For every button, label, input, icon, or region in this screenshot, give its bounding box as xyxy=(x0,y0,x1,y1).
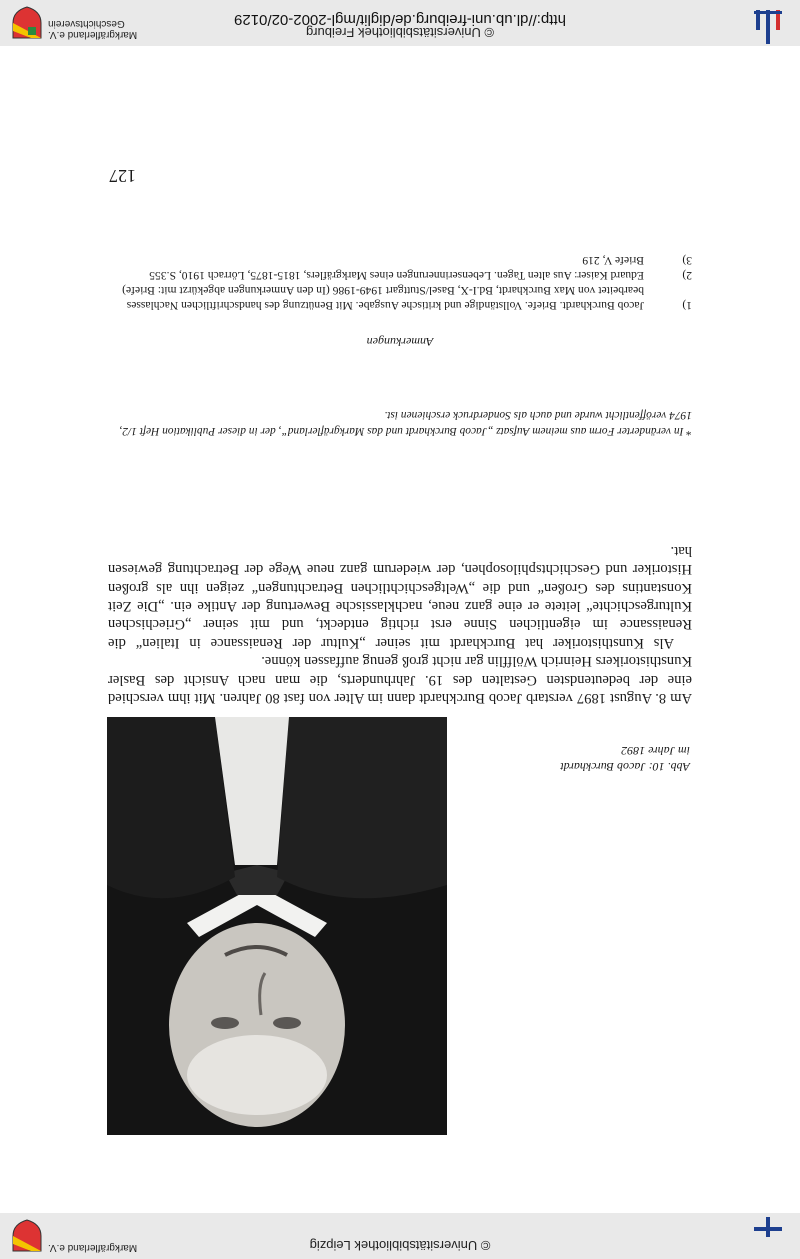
note-item xyxy=(108,283,692,313)
society-line-1: Markgräflerland e.V. xyxy=(48,29,138,40)
note-text: Jacob Burckhardt. Briefe. Vollständige und kritische Ausgabe. Mit Benützung des handschriftlichen Nachlasses bearbeitet von Max Burckhardt, Bd.I-X, Basel/Stuttgart 1949-1986 (In den Anmerkungen abgekürzt mit: Briefe) xyxy=(122,284,644,312)
caption-line-2: im Jahre 1892 xyxy=(621,744,690,758)
footnote xyxy=(108,407,692,439)
note-number: 2) xyxy=(682,269,692,282)
header-url[interactable]: http://dl.ub.uni-freiburg.de/diglit/mgl-2002-02/0129 xyxy=(234,11,566,28)
footnote-marker: * xyxy=(686,425,692,437)
header-copyright: © Universitätsbibliothek Freiburg xyxy=(305,25,495,40)
footnote-text: In veränderter Form aus meinem Aufsatz „Jacob Burckhardt und das Markgräflerland“, der in dieser Publikation Heft 1/2, 1974 veröffentlicht wurde und auch als Sonderdruck erschienen ist. xyxy=(119,409,692,437)
paragraph-1: Am 8. August 1897 verstarb Jacob Burckhardt dann im Alter von fast 80 Jahren. Mit ihm verschied eine der bedeutendsten Gestalten des 19. Jahrhunderts, die man nach Ansicht des Basler Kunsthistorikers Heinrich Wölfflin gar nicht groß genug auffassen könne. xyxy=(108,653,692,706)
ub-logo-icon xyxy=(748,1217,788,1257)
society-line-2: Geschichtsverein xyxy=(48,18,125,29)
coat-of-arms-icon xyxy=(9,5,45,41)
paragraph-2: Als Kunsthistoriker hat Burckhardt mit seiner „Kultur der Renaissance in Italien“ die Renaissance im eigentlichen Sinne erst richtig entdeckt, und mit seiner „Griechischen Kulturgeschichte“ leitete er eine ganz neue, nachklassische Bewertung der Antike ein. „Die Zeit Konstantins des Großen“ und die „Weltgeschichtlichen Betrachtungen“ zeigen ihn als großen Historiker und Geschichtsphilosophen, der wiederum ganz neue Wege der Betrachtung gewiesen hat. xyxy=(108,542,692,651)
header-band xyxy=(0,0,800,46)
footer-copyright: © Universitätsbibliothek Leipzig xyxy=(309,1238,491,1253)
footer-society-name: Markgräflerland e.V. xyxy=(48,1242,138,1253)
portrait-photo xyxy=(107,717,447,1135)
notes-heading: Anmerkungen xyxy=(366,335,434,349)
note-number: 1) xyxy=(682,299,692,312)
caption-line-1: Abb. 10: Jacob Burckhardt xyxy=(560,760,690,774)
note-item xyxy=(108,253,692,268)
footer-band xyxy=(0,1213,800,1259)
ub-logo-icon xyxy=(748,4,788,44)
notes-list xyxy=(108,253,692,313)
note-item xyxy=(108,268,692,283)
page-number: 127 xyxy=(109,166,136,186)
coat-of-arms-icon xyxy=(9,1218,45,1254)
body-text xyxy=(108,541,692,707)
note-number: 3) xyxy=(682,254,692,267)
figure-caption xyxy=(450,743,690,775)
note-text: Briefe V, 219 xyxy=(582,254,644,267)
header-society-name xyxy=(48,18,156,40)
note-text: Eduard Kaiser: Aus alten Tagen. Lebenserinnerungen eines Markgräflers, 1815-1875, Lörrach 1910, S.355 xyxy=(149,269,644,282)
